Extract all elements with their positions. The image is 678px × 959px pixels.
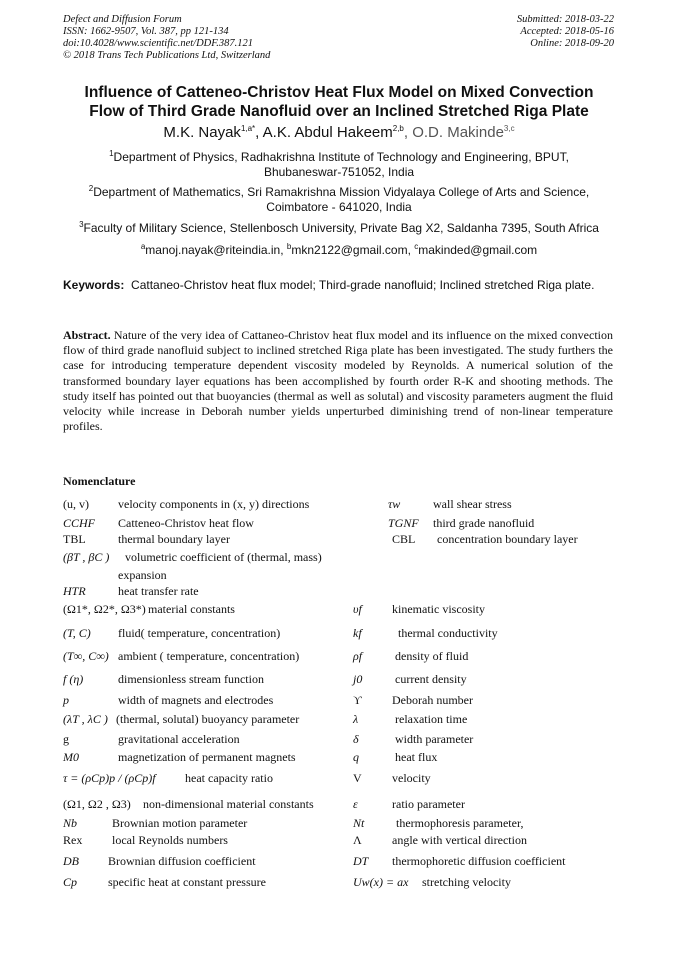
nom-right-desc: ratio parameter: [392, 797, 465, 811]
affiliation-2-line-2: Coimbatore - 641020, India: [266, 200, 412, 214]
nom-left-sym: (λT , λC ): [63, 712, 108, 726]
affiliation-2-line-1: Department of Mathematics, Sri Ramakrishna Mission Vidyalaya College of Arts and Science,: [93, 185, 590, 199]
nom-right-desc: angle with vertical direction: [392, 833, 527, 847]
affiliation-1: [60, 150, 618, 180]
email-a-sup: a: [140, 242, 146, 251]
abstract-label: Abstract.: [63, 328, 111, 342]
author-1: M.K. Nayak: [163, 124, 241, 141]
affiliation-2-sup: 2: [88, 184, 94, 193]
nom-left-sym: p: [63, 693, 69, 707]
nom-right-sym: δ: [353, 732, 359, 746]
nom-left-sym: M0: [63, 750, 79, 764]
nom-right-desc: velocity: [392, 771, 431, 785]
copyright: © 2018 Trans Tech Publications Ltd, Switzerland: [63, 50, 271, 61]
nom-left-sym: (βT , βC ): [63, 550, 110, 564]
nom-left-sym: f (η): [63, 672, 84, 686]
nom-right-desc: thermophoresis parameter,: [396, 816, 524, 830]
nom-right-desc: third grade nanofluid: [433, 516, 535, 530]
nom-right-sym: kf: [353, 626, 362, 640]
nom-left-desc: magnetization of permanent magnets: [118, 750, 296, 764]
nom-right-sym: q: [353, 750, 359, 764]
nom-left-sym: TBL: [63, 532, 86, 546]
nom-left-sym: (Ω1*, Ω2*, Ω3*): [63, 602, 146, 616]
nom-right-desc: stretching velocity: [422, 875, 511, 889]
nom-right-sym: Nt: [353, 816, 365, 830]
nom-left-desc: gravitational acceleration: [118, 732, 240, 746]
author-2: , A.K. Abdul Hakeem: [255, 124, 393, 141]
affiliation-1-line-1: Department of Physics, Radhakrishna Institute of Technology and Engineering, BPUT,: [113, 150, 569, 164]
nom-right-desc: thermal conductivity: [398, 626, 498, 640]
author-3-sup: 3,c: [503, 124, 515, 133]
abstract-text: Nature of the very idea of Cattaneo-Christov heat flux model and its influence on the mixed convection flow of third grade nanofluid subject to inclined stretched Riga plate has been investigated. The study furthers the case for introducing temperature dependent viscosity modeled by Reynolds. A numerical solution of the transformed boundary layer equations has been accomplished by fourth order R-K and shooting methods. The study itself has pointed out that buoyancies (thermal as well as solutal) and viscosity parameters augment the fluid velocity while increase in Deborah number yields unperturbed diminishing trend of non-linear temperature profiles.: [63, 328, 614, 434]
nom-left-desc: thermal boundary layer: [118, 532, 230, 546]
nom-left-desc: heat transfer rate: [118, 584, 199, 598]
nom-left-sym: (T∞, C∞): [63, 649, 109, 663]
nom-right-desc: heat flux: [395, 750, 438, 764]
nom-left-sym: (Ω1, Ω2 , Ω3): [63, 797, 131, 811]
nom-left-desc: material constants: [148, 602, 235, 616]
nom-right-desc: wall shear stress: [433, 497, 512, 511]
accepted-date: Accepted: 2018-05-16: [520, 26, 614, 37]
nom-right-sym: ε: [353, 797, 358, 811]
nom-left-sym: DB: [63, 854, 79, 868]
online-date: Online: 2018-09-20: [530, 38, 614, 49]
nom-left-sym: (u, v): [63, 497, 89, 511]
nom-left-desc: Brownian motion parameter: [112, 816, 248, 830]
nom-left-desc: local Reynolds numbers: [112, 833, 228, 847]
doi: doi:10.4028/www.scientific.net/DDF.387.121: [63, 38, 254, 49]
nom-left-desc: (thermal, solutal) buoyancy parameter: [116, 712, 300, 726]
affiliation-3: [60, 221, 618, 236]
nom-right-desc: thermophoretic diffusion coefficient: [392, 854, 566, 868]
nom-left-sym: Cp: [63, 875, 78, 889]
nom-right-sym: V: [353, 771, 362, 785]
nom-left-desc: expansion: [118, 568, 167, 582]
nom-left-sym: Nb: [63, 816, 78, 830]
email-a[interactable]: manoj.nayak@riteindia.in,: [145, 243, 287, 257]
nom-right-sym: λ: [353, 712, 359, 726]
nom-left-sym: CCHF: [63, 516, 96, 530]
email-list: [60, 243, 618, 258]
nom-left-desc: specific heat at constant pressure: [108, 875, 266, 889]
nom-left-desc: ambient ( temperature, concentration): [118, 649, 300, 663]
nom-right-desc: relaxation time: [395, 712, 468, 726]
author-2-sup: 2,b: [392, 124, 404, 133]
nom-right-desc: current density: [395, 672, 467, 686]
nom-left-sym: (T, C): [63, 626, 91, 640]
nom-right-desc: width parameter: [395, 732, 474, 746]
abstract: [63, 328, 613, 434]
title-line-2: Flow of Third Grade Nanofluid over an Inclined Stretched Riga Plate: [89, 103, 589, 120]
nom-left-desc: fluid( temperature, concentration): [118, 626, 281, 640]
nom-right-desc: Deborah number: [392, 693, 473, 707]
nom-right-sym: ρf: [353, 649, 363, 663]
nom-right-sym: Uw(x) = ax: [353, 875, 409, 889]
nom-right-sym: υf: [353, 602, 362, 616]
affiliation-1-line-2: Bhubaneswar-751052, India: [263, 165, 415, 179]
nom-right-desc: density of fluid: [395, 649, 469, 663]
issn: ISSN: 1662-9507, Vol. 387, pp 121-134: [63, 26, 229, 37]
nom-right-sym: j0: [353, 672, 363, 686]
nom-left-desc: Catteneo-Christov heat flow: [118, 516, 254, 530]
affiliation-3-line-1: Faculty of Military Science, Stellenbosch University, Private Bag X2, Saldanha 7395, South Africa: [83, 221, 599, 235]
journal-name: Defect and Diffusion Forum: [63, 14, 182, 25]
keywords-text: Cattaneo-Christov heat flux model; Third-grade nanofluid; Inclined stretched Riga plate.: [131, 278, 595, 292]
nom-right-sym: τw: [388, 497, 401, 511]
nom-right-sym: CBL: [392, 532, 416, 546]
nom-left-sym: Rex: [63, 833, 83, 847]
nom-left-desc: width of magnets and electrodes: [118, 693, 274, 707]
nom-left-sym: τ = (ρCp)p / (ρCp)f: [63, 771, 156, 785]
affiliation-2: [60, 185, 618, 215]
affiliation-3-sup: 3: [79, 220, 84, 229]
email-b-sup: b: [286, 242, 292, 251]
nom-right-sym: DT: [353, 854, 369, 868]
email-b[interactable]: mkn2122@gmail.com,: [291, 243, 415, 257]
nom-left-sym: g: [63, 732, 69, 746]
nom-right-sym: TGNF: [388, 516, 419, 530]
email-c-sup: c: [414, 242, 419, 251]
title-line-1: Influence of Catteneo-Christov Heat Flux Model on Mixed Convection: [84, 84, 594, 101]
nom-left-desc: non-dimensional material constants: [143, 797, 314, 811]
nomenclature-title: Nomenclature: [63, 474, 136, 488]
nom-left-desc: volumetric coefficient of (thermal, mass): [125, 550, 322, 564]
email-c[interactable]: makinded@gmail.com: [418, 243, 538, 257]
nom-right-desc: kinematic viscosity: [392, 602, 485, 616]
nom-left-desc: dimensionless stream function: [118, 672, 264, 686]
nom-left-desc: Brownian diffusion coefficient: [108, 854, 256, 868]
author-list: [50, 124, 628, 142]
nom-left-desc: velocity components in (x, y) directions: [118, 497, 310, 511]
keywords-label: Keywords:: [63, 278, 125, 292]
nom-left-desc: heat capacity ratio: [185, 771, 273, 785]
keywords: [63, 278, 613, 293]
dates-info: [517, 14, 614, 50]
submitted-date: Submitted: 2018-03-22: [516, 14, 614, 25]
journal-info: [63, 14, 270, 62]
nom-left-sym: HTR: [63, 584, 86, 598]
nom-right-desc: concentration boundary layer: [437, 532, 578, 546]
affiliation-1-sup: 1: [109, 149, 114, 158]
author-1-sup: 1,a*: [240, 124, 256, 133]
nom-right-sym: Λ: [353, 833, 362, 847]
author-3: , O.D. Makinde: [403, 124, 504, 141]
paper-title: [50, 83, 628, 121]
nom-right-sym: ϒ: [353, 693, 362, 707]
